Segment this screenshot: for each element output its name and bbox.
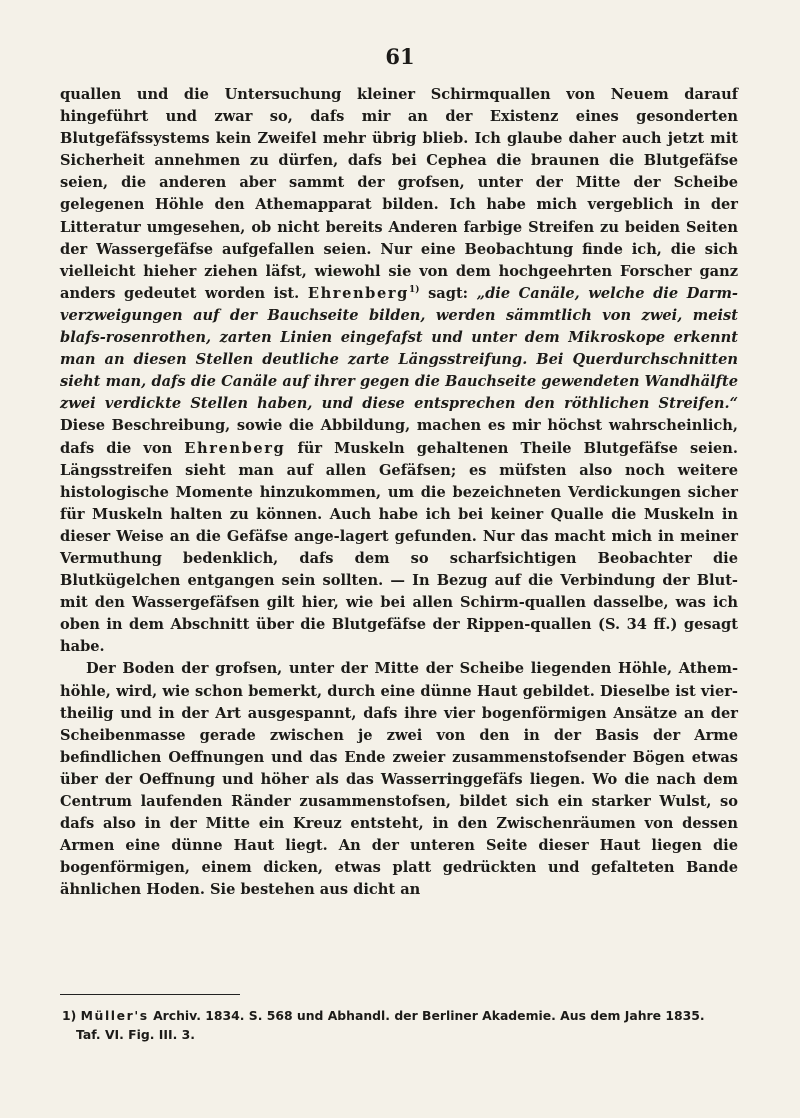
- footnote-divider: [60, 994, 240, 995]
- footnote: [62, 1006, 738, 1044]
- footnote-reference[interactable]: 1): [408, 284, 420, 295]
- page-number: 61: [385, 44, 415, 69]
- paragraph-2: Der Boden der grofsen, unter der Mitte der Scheibe liegenden Höhle, Athem-höhle, wird, wie schon bemerkt, durch eine dünne Haut gebildet. Dieselbe ist vier-theilig und in der Art ausgespannt, dafs ihre vier bogenförmigen Ansätze an der Scheibenmasse gerade zwischen je zwei von den in der Basis der Arme befindlichen Oeffnungen und das Ende zweier zusammenstofsender Bögen etwas über der Oeffnung und höher als das Wasserringgefäfs liegen. Wo die nach dem Centrum laufenden Ränder zusammenstofsen, bildet sich ein starker Wulst, so dafs also in der Mitte ein Kreuz entsteht, in den Zwischenräumen von dessen Armen eine dünne Haut liegt. An der unteren Seite dieser Haut liegen die bogenförmigen, einem dicken, etwas platt gedrückten und gefalteten Bande ähnlichen Hoden. Sie bestehen aus dicht an: [60, 660, 738, 899]
- paragraph-1-text-a: quallen und die Untersuchung kleiner Schirmquallen von Neuem darauf hingeführt und zwar so, dafs mir an der Existenz eines gesonderten Blutgefäfssystems kein Zweifel mehr übrig blieb. Ich glaube daher auch jetzt mit Sicherheit annehmen zu dürfen, dafs bei Cephea die braunen die Blutgefäfse seien, die anderen aber sammt der grofsen, unter der Mitte der Scheibe gelegenen Höhle den Athemapparat bilden. Ich habe mich vergeblich in der Litteratur umgesehen, ob nicht bereits Anderen farbige Streifen zu beiden Seiten der Wassergefäfse aufgefallen seien. Nur eine Beobachtung finde ich, die sich vielleicht hieher ziehen läfst, wiewohl sie von dem hochgeehrten Forscher ganz anders gedeutet worden ist.: [60, 86, 738, 302]
- footnote-line-2: Taf. VI. Fig. III. 3.: [76, 1027, 195, 1042]
- footnote-author: Müller's: [80, 1008, 149, 1023]
- paragraph-1: [60, 84, 738, 658]
- author-name-ehrenberg: Ehrenberg: [307, 284, 409, 302]
- paragraph-1-text-c: Diese Beschreibung, sowie die Abbildung, machen es mir höchst wahrscheinlich, dafs die von: [60, 417, 738, 457]
- paragraph-1-text-d: für Muskeln gehaltenen Theile Blutgefäfse seien. Längsstreifen sieht man auf allen Gefäfsen; es müfsten also noch weitere histologische Momente hinzukommen, um die bezeichneten Verdickungen sicher für Muskeln halten zu können. Auch habe ich bei keiner Qualle die Muskeln in dieser Weise an die Gefäfse ange-lagert gefunden. Nur das macht mich in meiner Vermuthung bedenklich, dafs dem so scharfsichtigen Beobachter die Blutkügelchen entgangen sein sollten. — In Bezug auf die Verbindung der Blut- mit den Wassergefäfsen gilt hier, wie bei allen Schirm-quallen dasselbe, was ich oben in dem Abschnitt über die Blutgefäfse der Rippen-quallen (S. 34 ff.) gesagt habe.: [60, 439, 738, 656]
- ehrenberg-quote: „die Canäle, welche die Darm-verzweigungen auf der Bauchseite bilden, werden sämmtlich von zwei, meist blafs-rosenrothen, zarten Linien eingefafst und unter dem Mikroskope erkennt man an diesen Stellen deutliche zarte Längsstreifung. Bei Querdurchschnitten sieht man, dafs die Canäle auf ihrer gegen die Bauchseite gewendeten Wandhälfte zwei verdickte Stellen haben, und diese entsprechen den röthlichen Streifen.“: [60, 284, 738, 413]
- footnote-marker: 1): [62, 1008, 81, 1023]
- body-text: [60, 84, 738, 901]
- footnote-text: Archiv. 1834. S. 568 und Abhandl. der Berliner Akademie. Aus dem Jahre 1835.: [148, 1008, 705, 1023]
- paragraph-1-text-b: sagt:: [419, 284, 477, 302]
- author-name-ehrenberg-2: Ehrenberg: [184, 439, 286, 457]
